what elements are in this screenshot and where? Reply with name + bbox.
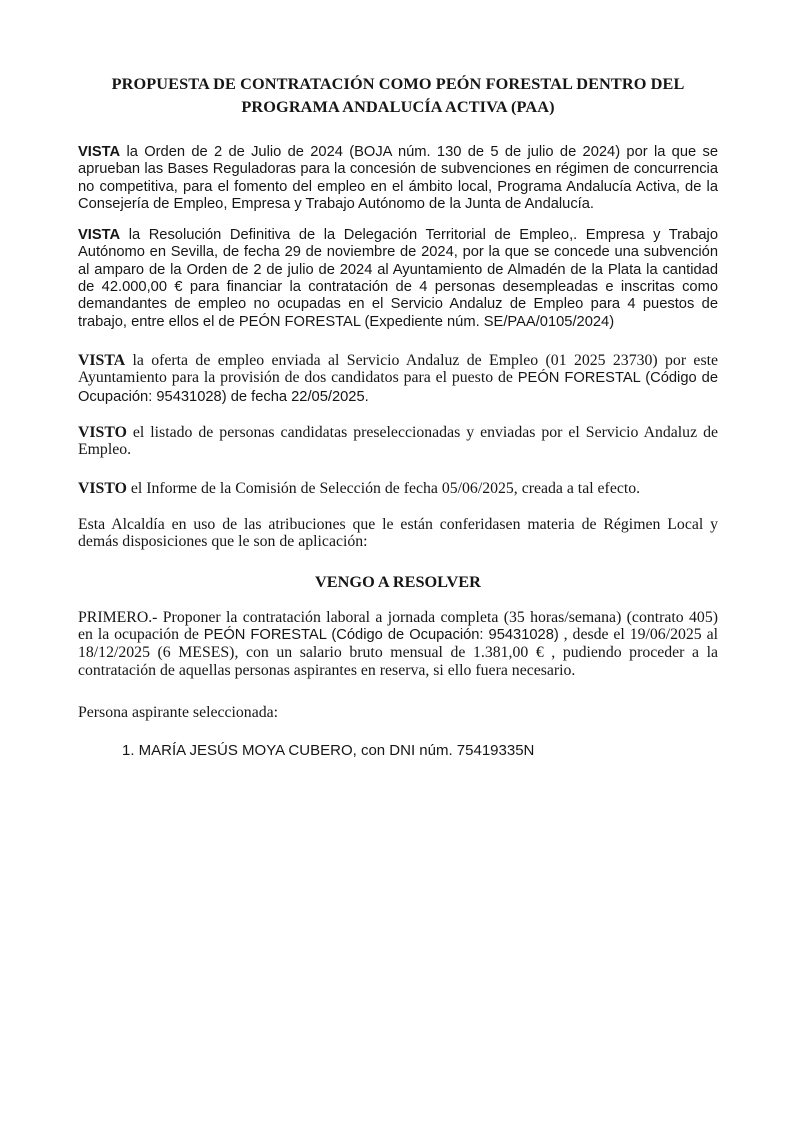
paragraph-vista-oferta-sans-run: PEÓN FORESTAL (Código de Ocupación: 95431028) de fecha 22/05/2025. [78, 370, 718, 405]
document-title-line-2: PROGRAMA ANDALUCÍA ACTIVA (PAA) [241, 97, 555, 116]
paragraph-vista-resolucion [78, 227, 718, 331]
paragraph-vista-oferta [78, 352, 718, 406]
paragraph-vista-orden-text: la Orden de 2 de Julio de 2024 (BOJA núm. 130 de 5 de julio de 2024) por la que se aprueban las Bases Reguladoras para la concesión de subvenciones en régimen de concurrencia no competitiva, para el fomento del empleo en el ámbito local, Programa Andalucía Activa, de la Consejería de Empleo, Empresa y Trabajo Autónomo de la Junta de Andalucía. [78, 144, 718, 212]
paragraph-visto-listado [78, 424, 718, 459]
resolver-heading: VENGO A RESOLVER [315, 572, 481, 592]
paragraph-vista-resolucion-text: la Resolución Definitiva de la Delegación Territorial de Empleo,. Empresa y Trabajo Autónomo en Sevilla, de fecha 29 de noviembre de 2024, por la que se concede una subvención al amparo de la Orden de 2 de julio de 2024 al Ayuntamiento de Almadén de la Plata la cantidad de 42.000,00 € para financiar la contratación de 4 personas desempleadas e inscritas como demandantes de empleo no ocupadas en el Servicio Andaluz de Empleo para 4 puestos de trabajo, entre ellos el de PEÓN FORESTAL (Expediente núm. SE/PAA/0105/2024) [78, 227, 718, 330]
paragraph-primero-text-2: , desde el 19/06/2025 al 18/12/2025 (6 MESES), con un salario bruto mensual de 1.381,00 € , pudiendo proceder a la contratación de aquellas personas aspirantes en reserva, si ello fuera necesario. [78, 625, 718, 679]
lead-word-vista: VISTA [78, 144, 121, 160]
lead-word-visto: VISTO [78, 480, 127, 498]
document-title-line-1: PROPUESTA DE CONTRATACIÓN COMO PEÓN FORESTAL DENTRO DEL [111, 74, 685, 93]
selected-candidate-item: 1. MARÍA JESÚS MOYA CUBERO, con DNI núm. 75419335N [122, 742, 535, 760]
document-title [78, 72, 718, 118]
persona-label: Persona aspirante seleccionada: [78, 703, 279, 721]
lead-word-vista: VISTA [78, 227, 121, 244]
paragraph-vista-orden [78, 144, 718, 213]
paragraph-visto-informe-text: el Informe de la Comisión de Selección de fecha 05/06/2025, creada a tal efecto. [126, 480, 641, 498]
paragraph-alcaldia [78, 516, 718, 551]
paragraph-visto-listado-text: el listado de personas candidatas preseleccionadas y enviadas por el Servicio Andaluz de Empleo. [78, 423, 718, 459]
paragraph-primero [78, 609, 718, 679]
paragraph-visto-informe [78, 480, 718, 497]
paragraph-vista-oferta-text: la oferta de empleo enviada al Servicio Andaluz de Empleo (01 2025 23730) por este Ayuntamiento para la provisión de dos candidatos para el puesto de [78, 351, 718, 387]
lead-word-vista: VISTA [78, 351, 126, 369]
paragraph-alcaldia-text: Esta Alcaldía en uso de las atribuciones que le están conferidasen materia de Régimen Local y demás disposiciones que le son de aplicación: [78, 515, 718, 551]
paragraph-primero-sans-run: PEÓN FORESTAL (Código de Ocupación: 95431028) [203, 626, 559, 643]
lead-word-visto: VISTO [78, 423, 127, 441]
paragraph-primero-text-1: PRIMERO.- Proponer la contratación laboral a jornada completa (35 horas/semana) (contrato 405) en la ocupación de [78, 608, 718, 643]
